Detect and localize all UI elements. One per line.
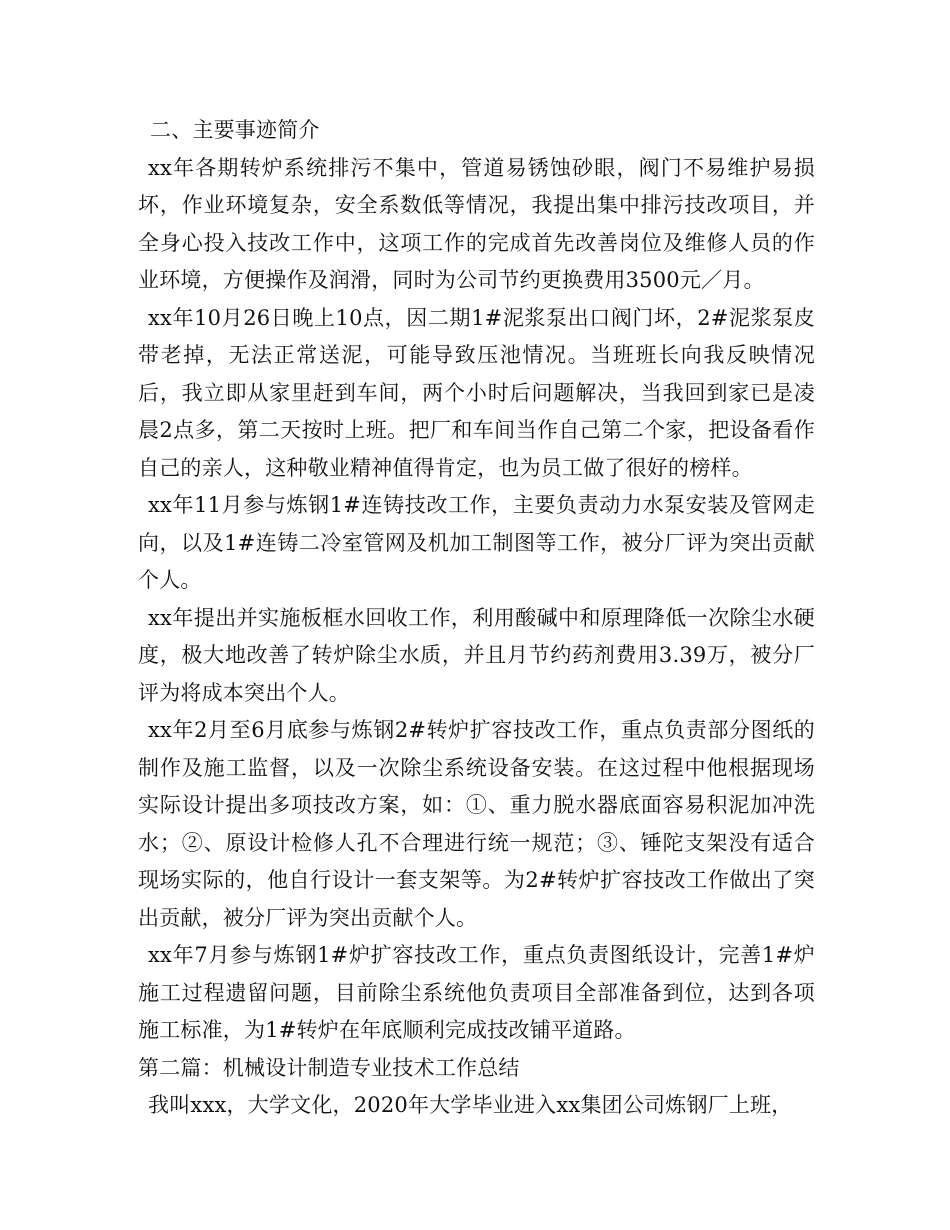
paragraph-5: xx年2月至6月底参与炼钢2#转炉扩容技改工作，重点负责部分图纸的制作及施工监督，以及一次除尘系统设备安装。在这过程中他根据现场实际设计提出多项技改方案，如：①、重力脱水器底面容易积泥加冲洗水；②、原设计检修人孔不合理进行统一规范；③、锤陀支架没有适合现场实际的，他自行设计一套支架等。为2#转炉扩容技改工作做出了突出贡献，被分厂评为突出贡献个人。 [138, 718, 815, 930]
paragraph-4: xx年提出并实施板框水回收工作，利用酸碱中和原理降低一次除尘水硬度，极大地改善了转炉除尘水质，并且月节约药剂费用3.39万，被分厂评为将成本突出个人。 [138, 605, 815, 705]
document-body [138, 112, 815, 1125]
section-heading: 二、主要事迹简介 [150, 118, 320, 142]
section-title: 第二篇：机械设计制造专业技术工作总结 [138, 1055, 520, 1080]
paragraph-6: xx年7月参与炼钢1#炉扩容技改工作，重点负责图纸设计，完善1#炉施工过程遗留问题，目前除尘系统他负责项目全部准备到位，达到各项施工标准，为1#转炉在年底顺利完成技改铺平道路。 [138, 943, 815, 1042]
paragraph-2: xx年10月26日晚上10点，因二期1#泥浆泵出口阀门坏，2#泥浆泵皮带老掉，无法正常送泥，可能导致压池情况。当班班长向我反映情况后，我立即从家里赶到车间，两个小时后问题解决，当我回到家已是凌晨2点多，第二天按时上班。把厂和车间当作自己第二个家，把设备看作自己的亲人，这种敬业精神值得肯定，也为员工做了很好的榜样。 [138, 305, 815, 480]
paragraph-1: xx年各期转炉系统排污不集中，管道易锈蚀砂眼，阀门不易维护易损坏，作业环境复杂，安全系数低等情况，我提出集中排污技改项目，并全身心投入技改工作中，这项工作的完成首先改善岗位及维修人员的作业环境，方便操作及润滑，同时为公司节约更换费用3500元／月。 [138, 155, 815, 292]
paragraph-7: 我叫xxx，大学文化，2020年大学毕业进入xx集团公司炼钢厂上班， [148, 1093, 793, 1117]
paragraph-3: xx年11月参与炼钢1#连铸技改工作，主要负责动力水泵安装及管网走向，以及1#连铸二冷室管网及机加工制图等工作，被分厂评为突出贡献个人。 [138, 493, 815, 592]
